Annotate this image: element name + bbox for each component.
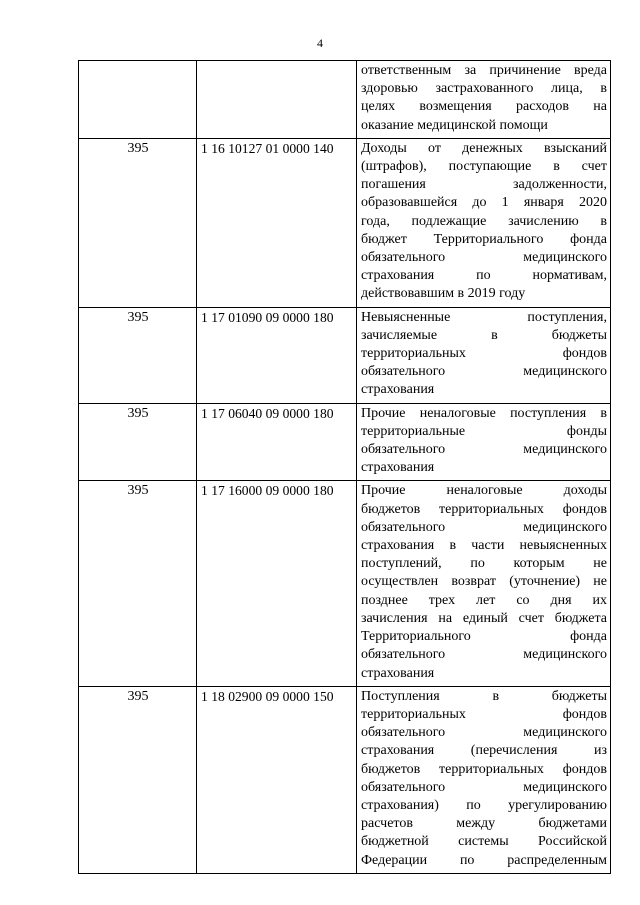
description-line: позднее трех лет со дня их: [361, 592, 607, 608]
revenue-description-cell: [357, 481, 611, 686]
description-line: страхования по нормативам,: [361, 268, 607, 284]
budget-classification-code-cell: 1 16 10127 01 0000 140: [197, 138, 357, 307]
description-line: обязательного медицинского: [361, 442, 607, 458]
admin-code-cell: 395: [79, 403, 197, 481]
description-line: страхования (перечисления из: [361, 743, 607, 759]
description-line: Прочие неналоговые поступления в: [361, 405, 607, 421]
admin-code-cell: 395: [79, 138, 197, 307]
description-line: страхования: [361, 382, 435, 398]
description-line: бюджет Территориального фонда: [361, 231, 607, 247]
revenue-description-cell: [357, 307, 611, 403]
admin-code-cell: 395: [79, 307, 197, 403]
description-line: осуществлен возврат (уточнение) не: [361, 574, 607, 590]
description-line: бюджетов территориальных фондов: [361, 761, 607, 777]
revenue-description-cell: [357, 61, 611, 139]
description-line: целях возмещения расходов на: [361, 99, 607, 115]
description-line: обязательного медицинского: [361, 250, 607, 266]
description-line: Доходы от денежных взысканий: [361, 140, 607, 156]
admin-code-cell: 395: [79, 481, 197, 686]
table-row: [79, 686, 611, 873]
admin-code-cell: [79, 61, 197, 139]
description-line: страхования в части невыясненных: [361, 538, 607, 554]
revenue-description-cell: [357, 138, 611, 307]
description-line: Прочие неналоговые доходы: [361, 483, 607, 499]
description-line: (штрафов), поступающие в счет: [361, 159, 607, 175]
description-line: года, подлежащие зачислению в: [361, 213, 607, 229]
description-line: здоровью застрахованного лица, в: [361, 81, 607, 97]
description-line: страхования) по урегулированию: [361, 797, 607, 813]
description-line: обязательного медицинского: [361, 779, 607, 795]
description-line: страхования: [361, 665, 435, 681]
description-line: расчетов между бюджетами: [361, 816, 607, 832]
description-line: обязательного медицинского: [361, 725, 607, 741]
description-line: Невыясненные поступления,: [361, 309, 607, 325]
description-line: действовавшим в 2019 году: [361, 286, 526, 302]
description-line: территориальных фондов: [361, 346, 607, 362]
description-line: погашения задолженности,: [361, 177, 607, 193]
description-line: бюджетной системы Российской: [361, 834, 607, 850]
budget-classification-code-cell: 1 17 06040 09 0000 180: [197, 403, 357, 481]
table-row: [79, 61, 611, 139]
description-line: образовавшейся до 1 января 2020: [361, 195, 607, 211]
table-row: [79, 403, 611, 481]
description-line: Территориального фонда: [361, 629, 607, 645]
budget-classification-code-cell: 1 18 02900 09 0000 150: [197, 686, 357, 873]
description-line: зачисляемые в бюджеты: [361, 327, 607, 343]
description-line: Поступления в бюджеты: [361, 688, 607, 704]
description-line: обязательного медицинского: [361, 647, 607, 663]
description-line: обязательного медицинского: [361, 364, 607, 380]
description-line: территориальные фонды: [361, 423, 607, 439]
description-line: оказание медицинской помощи: [361, 117, 548, 133]
table-row: [79, 481, 611, 686]
budget-classification-code-cell: 1 17 01090 09 0000 180: [197, 307, 357, 403]
description-line: бюджетов территориальных фондов: [361, 501, 607, 517]
description-line: зачисления на единый счет бюджета: [361, 610, 607, 626]
table-body: [79, 61, 611, 874]
revenue-codes-table: [78, 60, 611, 874]
page-number: 4: [317, 36, 323, 50]
description-line: ответственным за причинение вреда: [361, 63, 607, 78]
budget-classification-code-cell: [197, 61, 357, 139]
description-line: территориальных фондов: [361, 706, 607, 722]
table-row: [79, 138, 611, 307]
revenue-description-cell: [357, 403, 611, 481]
description-line: Федерации по распределенным: [361, 852, 607, 868]
description-line: обязательного медицинского: [361, 519, 607, 535]
budget-classification-code-cell: 1 17 16000 09 0000 180: [197, 481, 357, 686]
description-line: страхования: [361, 460, 435, 476]
revenue-description-cell: [357, 686, 611, 873]
description-line: поступлений, по которым не: [361, 556, 607, 572]
table-row: [79, 307, 611, 403]
admin-code-cell: 395: [79, 686, 197, 873]
